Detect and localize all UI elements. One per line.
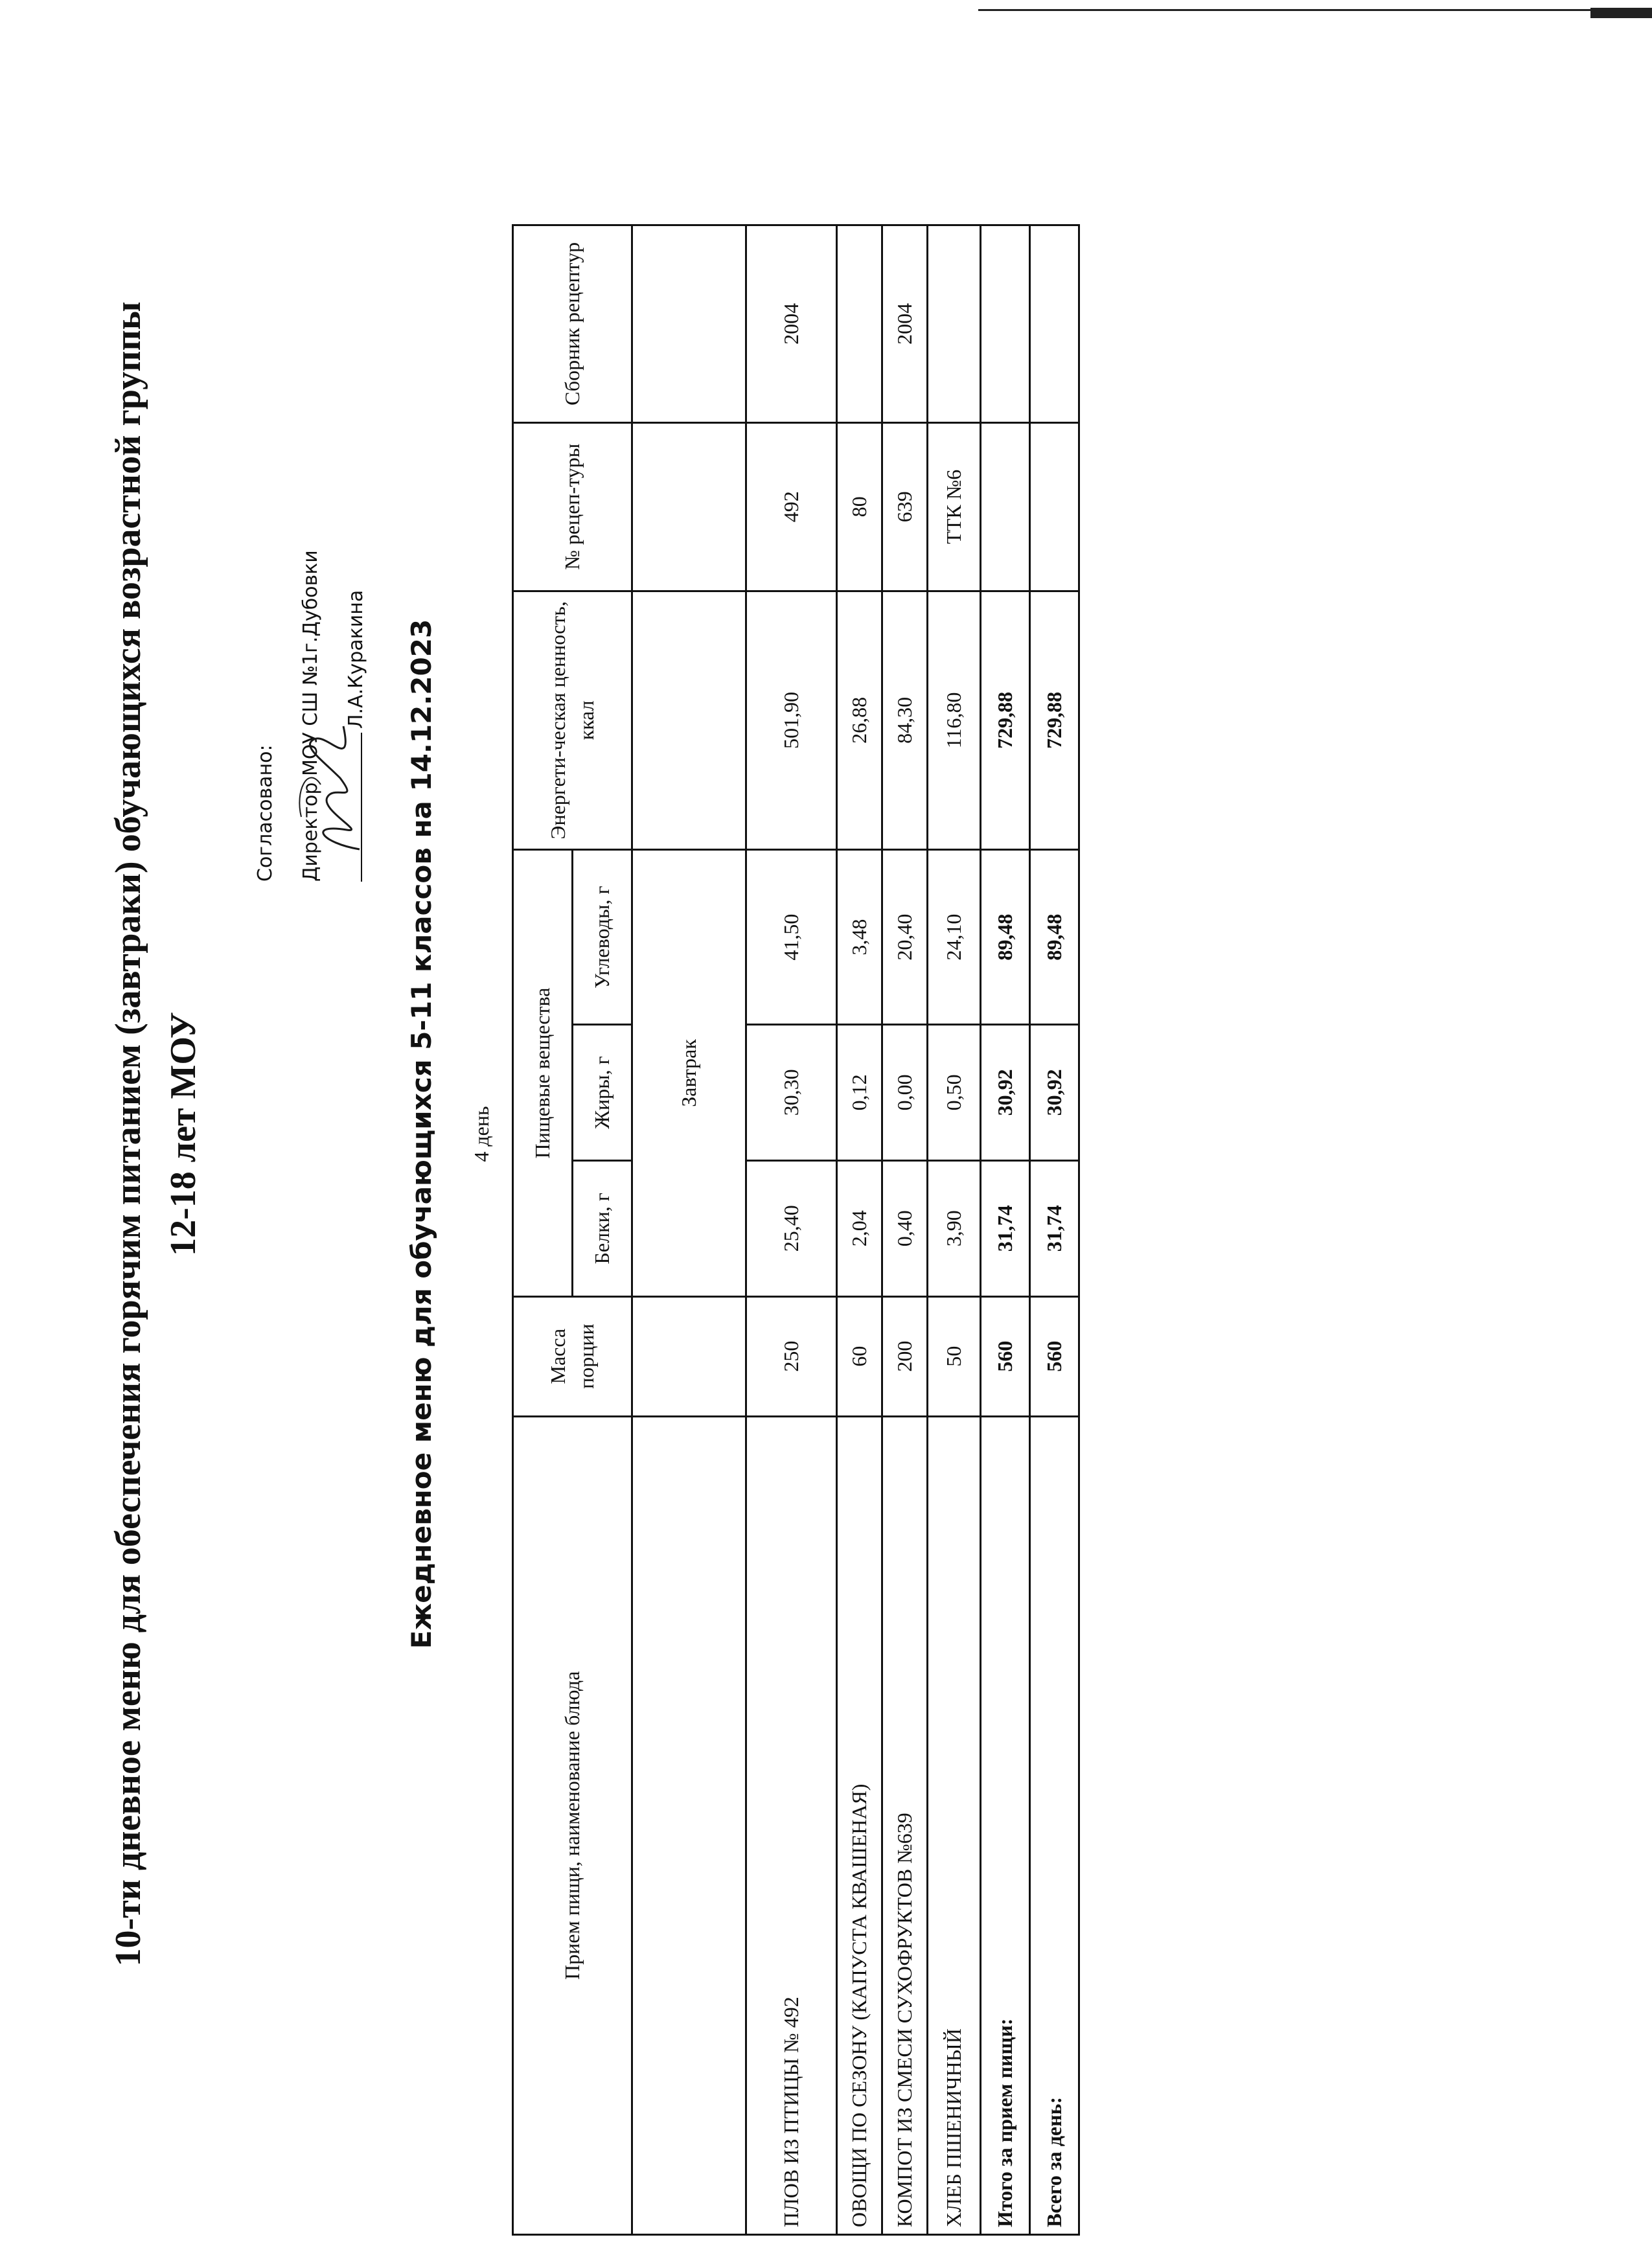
dish-collection <box>837 225 882 423</box>
subtotal-protein: 31,74 <box>981 1160 1030 1296</box>
dish-collection: 2004 <box>882 225 928 423</box>
header-fat: Жиры, г <box>573 1025 632 1161</box>
handwritten-signature <box>282 700 379 869</box>
daily-menu-subtitle: Ежедневное меню для обучающихся 5-11 классов на 14.12.2023 <box>406 619 437 1649</box>
approval-name: Л.А.Куракина <box>345 590 367 729</box>
subtotal-row <box>981 225 1030 2235</box>
header-collection: Сборник рецептур <box>513 225 632 423</box>
dish-mass: 200 <box>882 1296 928 1416</box>
dish-energy: 84,30 <box>882 591 928 850</box>
dish-protein: 25,40 <box>746 1160 837 1296</box>
dish-carbs: 24,10 <box>928 850 981 1025</box>
table-row <box>746 225 837 2235</box>
subtotal-mass: 560 <box>981 1296 1030 1416</box>
menu-title-line1: 10-ти дневное меню для обеспечения горячим питанием (завтраки) обучающихся возрастной группы <box>108 301 148 1967</box>
dish-protein: 3,90 <box>928 1160 981 1296</box>
total-protein: 31,74 <box>1030 1160 1079 1296</box>
menu-title-line2: 12-18 лет МОУ <box>163 1012 203 1256</box>
total-carbs: 89,48 <box>1030 850 1079 1025</box>
section-row <box>632 225 746 2235</box>
dish-fat: 0,50 <box>928 1025 981 1161</box>
subtotal-energy: 729,88 <box>981 591 1030 850</box>
header-energy: Энергети-ческая ценность, ккал <box>513 591 632 850</box>
dish-name: КОМПОТ ИЗ СМЕСИ СУХОФРУКТОВ №639 <box>882 1416 928 2234</box>
dish-energy: 116,80 <box>928 591 981 850</box>
day-label: 4 день <box>470 1106 493 1162</box>
section-label: Завтрак <box>632 850 746 1297</box>
table-row <box>837 225 882 2235</box>
dish-recipe: 492 <box>746 422 837 591</box>
dish-fat: 30,30 <box>746 1025 837 1161</box>
dish-carbs: 41,50 <box>746 850 837 1025</box>
menu-table <box>512 224 1080 2236</box>
total-row <box>1030 225 1079 2235</box>
subtotal-label: Итого за прием пищи: <box>981 1416 1030 2234</box>
table-row <box>882 225 928 2235</box>
dish-recipe: ТТК №6 <box>928 422 981 591</box>
dish-name: ОВОЩИ ПО СЕЗОНУ (КАПУСТА КВАШЕНАЯ) <box>837 1416 882 2234</box>
header-mass: Масса порции <box>513 1296 632 1416</box>
subtotal-carbs: 89,48 <box>981 850 1030 1025</box>
dish-energy: 501,90 <box>746 591 837 850</box>
dish-recipe: 639 <box>882 422 928 591</box>
table-header-row <box>513 225 573 2235</box>
dish-energy: 26,88 <box>837 591 882 850</box>
header-protein: Белки, г <box>573 1160 632 1296</box>
total-fat: 30,92 <box>1030 1025 1079 1161</box>
dish-mass: 50 <box>928 1296 981 1416</box>
header-recipe: № рецеп-туры <box>513 422 632 591</box>
header-carbs: Углеводы, г <box>573 850 632 1025</box>
dish-mass: 60 <box>837 1296 882 1416</box>
dish-protein: 0,40 <box>882 1160 928 1296</box>
header-nutrients: Пищевые вещества <box>513 850 573 1297</box>
dish-recipe: 80 <box>837 422 882 591</box>
total-mass: 560 <box>1030 1296 1079 1416</box>
dish-carbs: 20,40 <box>882 850 928 1025</box>
dish-mass: 250 <box>746 1296 837 1416</box>
dish-carbs: 3,48 <box>837 850 882 1025</box>
dish-fat: 0,00 <box>882 1025 928 1161</box>
dish-name: ХЛЕБ ПШЕНИЧНЫЙ <box>928 1416 981 2234</box>
dish-name: ПЛОВ ИЗ ПТИЦЫ № 492 <box>746 1416 837 2234</box>
total-label: Всего за день: <box>1030 1416 1079 2234</box>
dish-collection <box>928 225 981 423</box>
header-meal: Прием пищи, наименование блюда <box>513 1416 632 2234</box>
subtotal-fat: 30,92 <box>981 1025 1030 1161</box>
total-energy: 729,88 <box>1030 591 1079 850</box>
dish-fat: 0,12 <box>837 1025 882 1161</box>
table-row <box>928 225 981 2235</box>
dish-collection: 2004 <box>746 225 837 423</box>
approval-label: Согласовано: <box>254 744 277 882</box>
dish-protein: 2,04 <box>837 1160 882 1296</box>
approval-position: Директор МОУ СШ №1г.Дубовки <box>299 550 322 882</box>
